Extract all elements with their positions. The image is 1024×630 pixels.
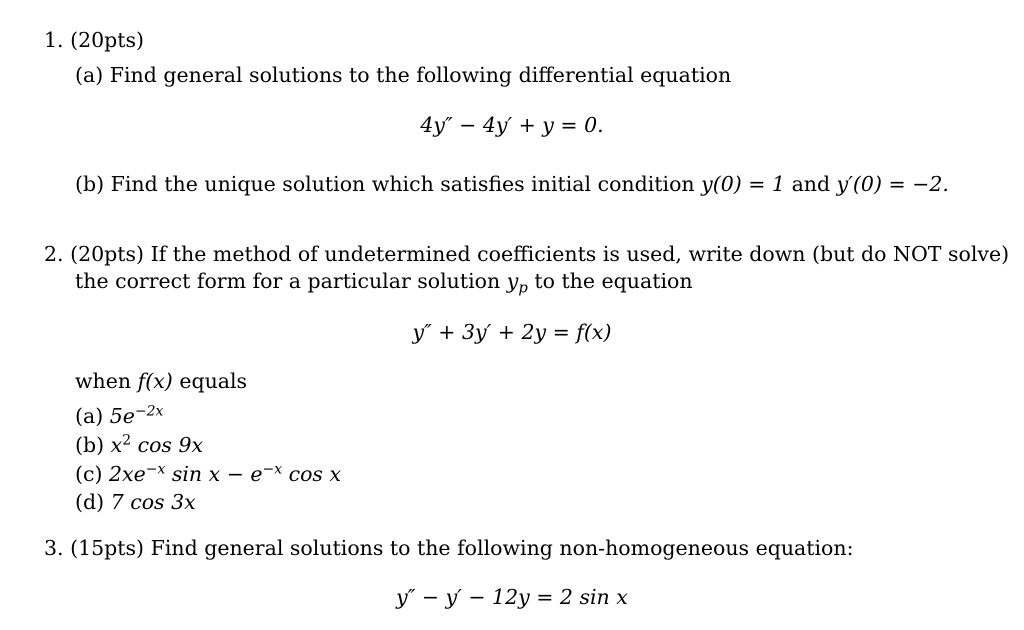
item-d-label: (d) [75,490,105,514]
problem-1a-label: (a) [75,63,104,87]
problem-2-points: (20pts) [70,242,145,266]
equation-2-text: y″ + 3y′ + 2y = f(x) [412,320,612,344]
yp-symbol: $y_p$ [506,269,528,297]
equals-text: equals [179,369,248,393]
equation-3-text: y″ − y′ − 12y = 2 sin x [396,585,628,609]
problem-1-number: 1. [44,28,64,52]
problem-2-number: 2. [44,242,64,266]
problem-1-header [44,30,144,51]
problem-1-points: (20pts) [70,28,145,52]
problem-1a-text: Find general solutions to the following differential equation [109,63,732,87]
problem-1a [75,65,731,86]
when-fx: f(x) [137,369,173,393]
item-b-expr: $x^2$ cos 9x [110,432,204,457]
item-b-label: (b) [75,433,105,457]
equation-1 [0,115,1024,136]
problem-1b-and: and [791,172,831,196]
problem-3-header [44,538,854,559]
problem-2-text-1: If the method of undetermined coefficients is used, write down (but do NOT solve) [150,242,1010,266]
problem-1b-label: (b) [75,172,105,196]
item-a [75,403,164,428]
equation-2 [0,322,1024,343]
problem-1b-cond-1: y(0) = 1 [701,172,786,196]
problem-3-text: Find general solutions to the following non-homogeneous equation: [150,536,854,560]
item-c-expr: $2xe^{-x}$ $\sin x - e^{-x}$ cos x [109,461,342,486]
item-d [75,492,196,513]
problem-2-line-2 [75,269,693,297]
item-b [75,432,204,457]
problem-1b-text: Find the unique solution which satisfies initial condition [110,172,695,196]
equation-3 [0,587,1024,608]
item-a-label: (a) [75,404,104,428]
item-d-expr: 7 cos 3x [110,490,196,514]
item-c [75,461,342,486]
problem-3-number: 3. [44,536,64,560]
when-text: when [75,369,132,393]
item-c-label: (c) [75,462,103,486]
when-line [75,371,247,392]
problem-2-line-1 [44,244,1009,265]
item-a-expr: $5e^{-2x}$ [109,403,164,428]
problem-1b [75,174,949,195]
problem-1b-cond-2: y′(0) = −2. [836,172,949,196]
problem-2-text-2b: to the equation [534,269,693,293]
problem-3-points: (15pts) [70,536,145,560]
problem-2-text-2a: the correct form for a particular solution [75,269,501,293]
equation-1-text: 4y″ − 4y′ + y = 0. [420,113,604,137]
